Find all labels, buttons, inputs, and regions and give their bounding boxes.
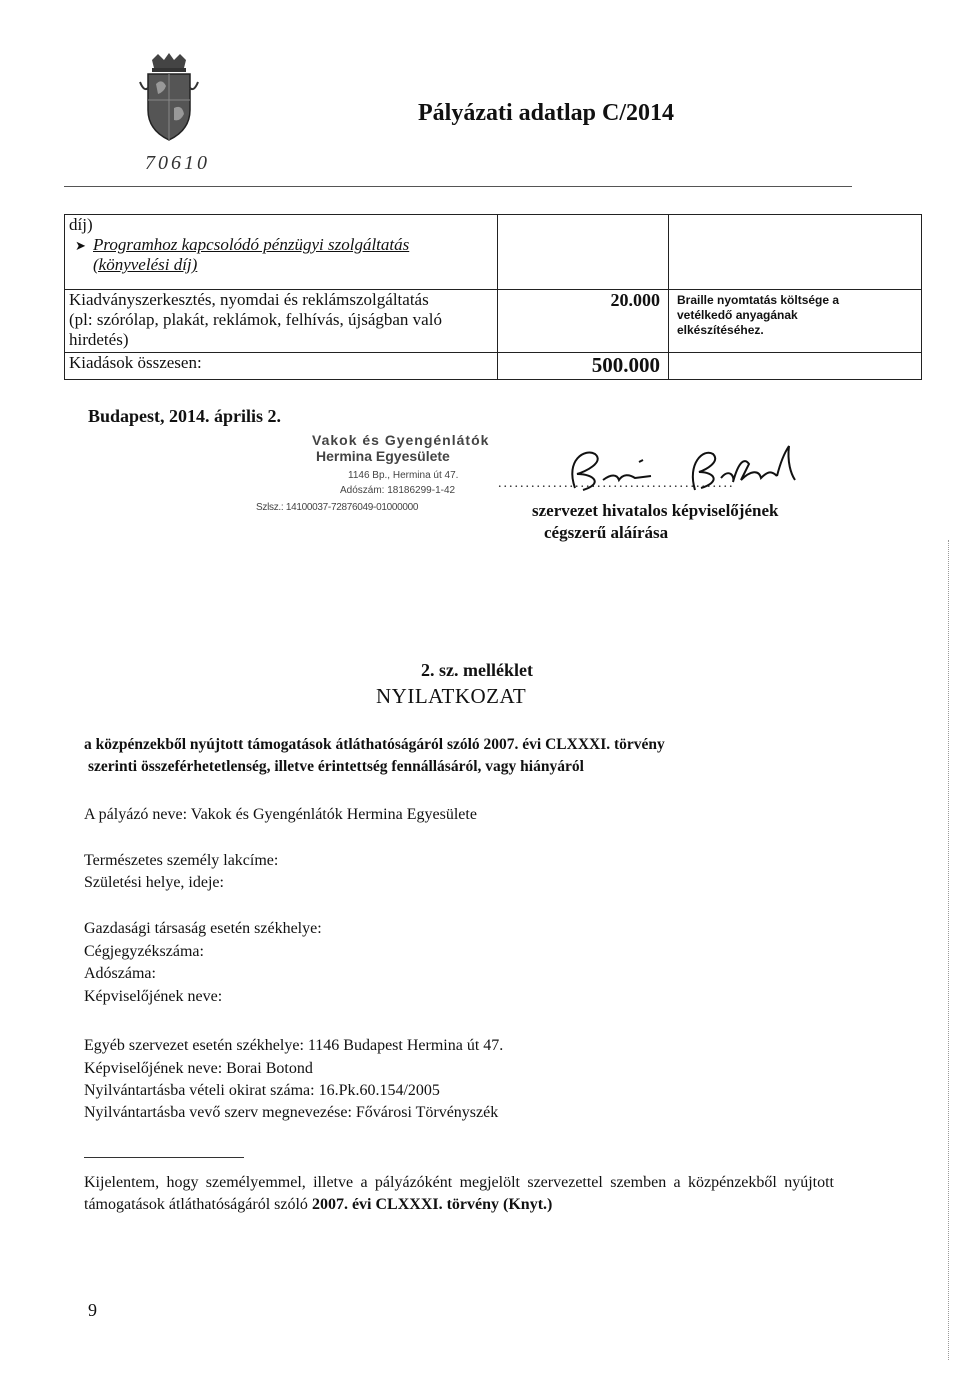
tax-number: Adószáma: xyxy=(84,965,156,982)
company-seat: Gazdasági társaság esetén székhelye: xyxy=(84,920,322,937)
law-text: szerinti összeférhetetlenség, illetve érintettség fennállásáról, vagy hiányáról xyxy=(88,758,584,775)
cell-text: (könyvelési díj) xyxy=(93,255,198,274)
stamp-text: Szlsz.: 14100037-72876049-01000000 xyxy=(256,502,419,513)
page-title: Pályázati adatlap C/2014 xyxy=(418,100,674,126)
stamp-text: Hermina Egyesülete xyxy=(316,448,450,464)
section-divider xyxy=(84,1157,244,1158)
cell-text: (pl: szórólap, plakát, reklámok, felhívás, újságban való xyxy=(69,310,442,329)
note-text: vetélkedő anyagának xyxy=(677,308,798,322)
note-text: Braille nyomtatás költsége a xyxy=(677,293,840,307)
cell-text xyxy=(69,235,493,255)
law-text: a közpénzekből nyújtott támogatások átláthatóságáról szóló 2007. évi CLXXXI. törvény xyxy=(84,736,665,753)
birth-place-date: Születési helye, ideje: xyxy=(84,874,224,891)
caption-text: cégszerű aláírása xyxy=(544,523,669,542)
note-cell xyxy=(669,290,922,353)
coat-of-arms-logo xyxy=(138,52,200,142)
table-row xyxy=(65,215,922,290)
applicant-name: A pályázó neve: Vakok és Gyengénlátók Hermina Egyesülete xyxy=(84,806,477,823)
cell-text: díj) xyxy=(69,215,93,234)
cost-table xyxy=(64,214,922,380)
place-date: Budapest, 2014. április 2. xyxy=(88,406,282,426)
amount-cell xyxy=(498,215,669,290)
total-label: Kiadások összesen: xyxy=(65,353,498,380)
note-cell xyxy=(669,215,922,290)
company-registration: Cégjegyzékszáma: xyxy=(84,943,204,960)
table-row xyxy=(65,290,922,353)
declaration-paragraph xyxy=(84,1172,834,1216)
amount-cell: 20.000 xyxy=(498,290,669,353)
annex-number: 2. sz. melléklet xyxy=(421,660,533,680)
stamp-text: 1146 Bp., Hermina út 47. xyxy=(348,470,459,481)
other-org-representative: Képviselőjének neve: Borai Botond xyxy=(84,1060,313,1077)
note-cell xyxy=(669,353,922,380)
registry-document-number: Nyilvántartásba vételi okirat száma: 16.Pk.60.154/2005 xyxy=(84,1082,440,1099)
organization-stamp xyxy=(252,432,532,520)
stamp-text: Vakok és Gyengénlátók xyxy=(312,432,490,448)
cell-text: Kiadványszerkesztés, nyomdai és reklámszolgáltatás xyxy=(69,290,429,309)
scan-edge xyxy=(948,540,949,1360)
page-number: 9 xyxy=(88,1300,97,1320)
natural-person-address: Természetes személy lakcíme: xyxy=(84,852,279,869)
cell-text: hirdetés) xyxy=(69,330,129,349)
note-text: elkészítéséhez. xyxy=(677,323,764,337)
declaration-text: Kijelentem, hogy személyemmel, illetve a pályázóként megjelölt szervezettel szemben a közpénzekből nyújtott támogatások átláthatóságáról szóló xyxy=(84,1174,834,1213)
arrow-bullet-icon: ➤ xyxy=(75,238,86,253)
table-row xyxy=(65,353,922,380)
stamp-text: Adószám: 18186299-1-42 xyxy=(340,485,456,496)
representative-name: Képviselőjének neve: xyxy=(84,988,223,1005)
declaration-law: 2007. évi CLXXXI. törvény (Knyt.) xyxy=(311,1196,553,1213)
table-cell xyxy=(65,215,498,290)
registry-authority: Nyilvántartásba vevő szerv megnevezése: Fővárosi Törvényszék xyxy=(84,1104,499,1121)
registry-serial: 70610 xyxy=(145,152,210,174)
table-cell xyxy=(65,290,498,353)
header-divider xyxy=(64,186,852,187)
total-amount: 500.000 xyxy=(498,353,669,380)
signature-caption xyxy=(532,500,802,544)
caption-text: szervezet hivatalos képviselőjének xyxy=(532,501,779,520)
other-org-seat: Egyéb szervezet esetén székhelye: 1146 Budapest Hermina út 47. xyxy=(84,1037,504,1054)
law-reference xyxy=(84,734,896,778)
signature-line: ........................................... xyxy=(498,476,735,491)
cell-text: Programhoz kapcsolódó pénzügyi szolgáltatás xyxy=(93,235,410,254)
declaration-title: NYILATKOZAT xyxy=(376,684,527,708)
